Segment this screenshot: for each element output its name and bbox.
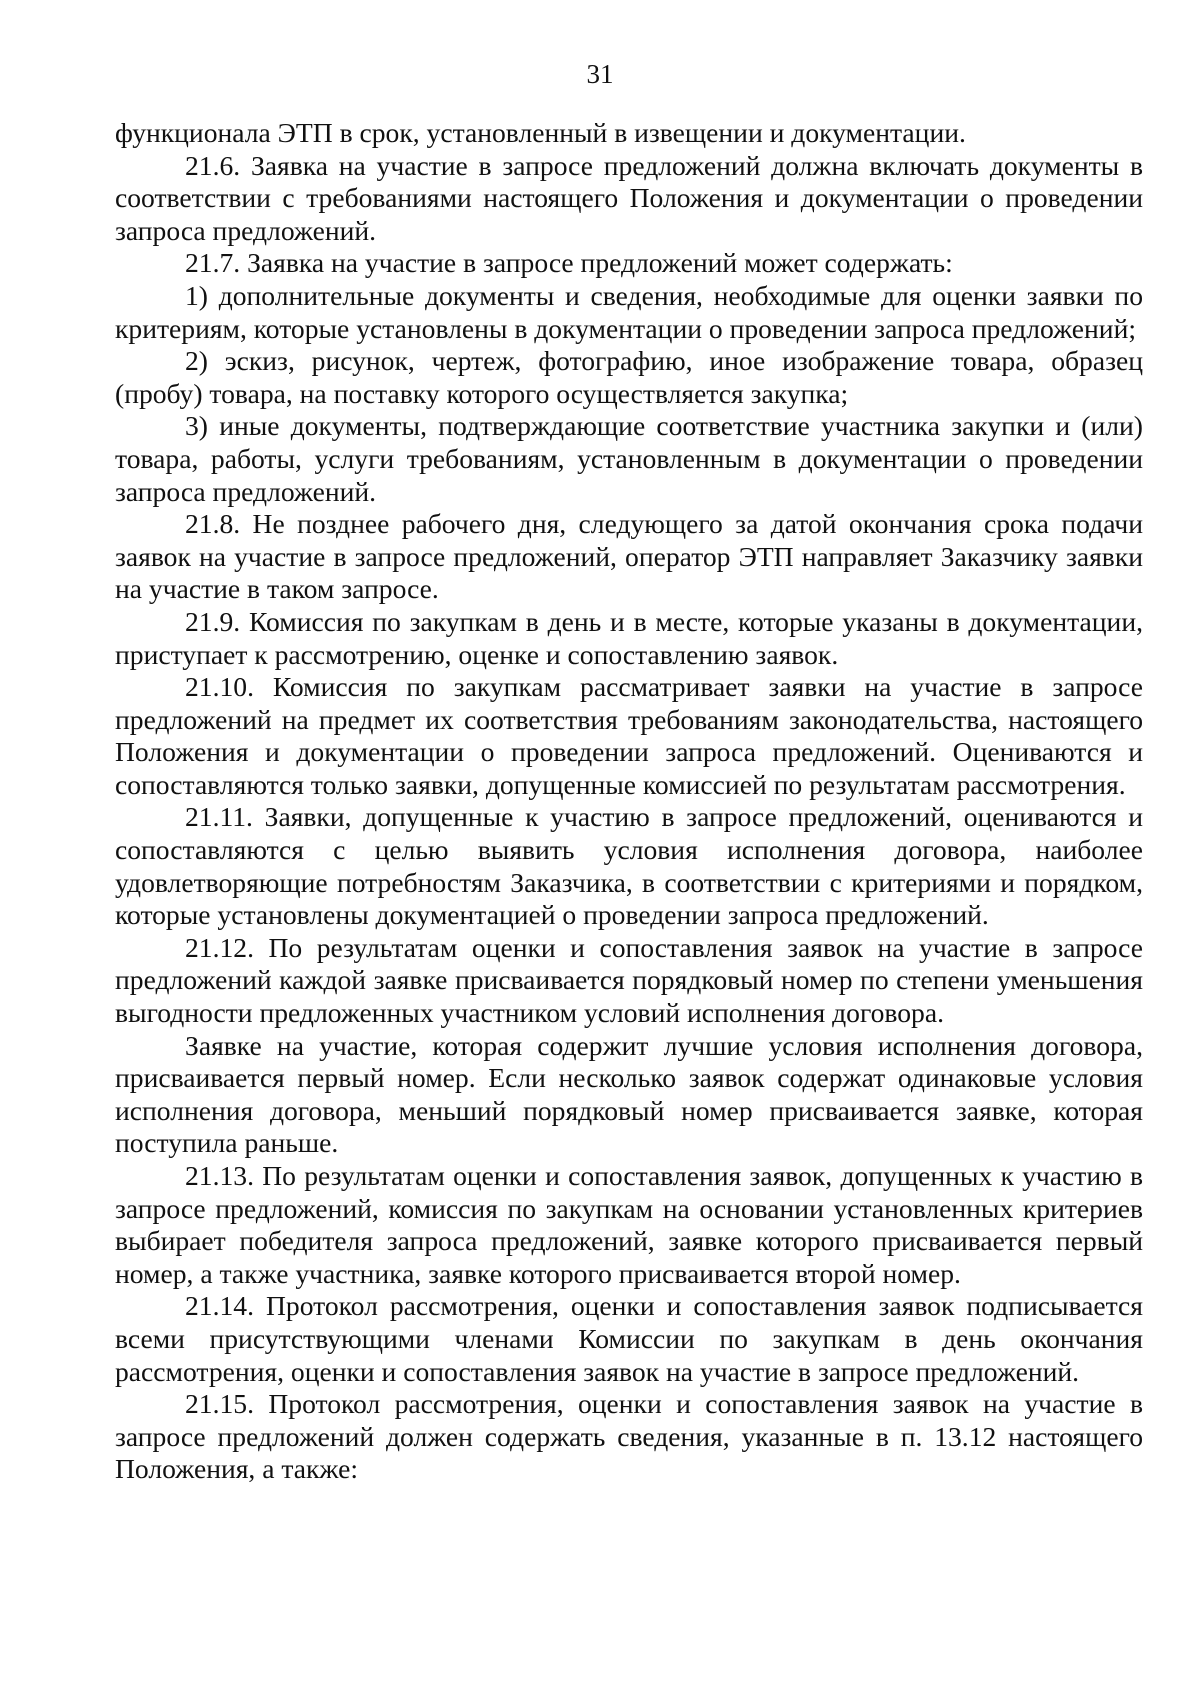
paragraph-21-11: 21.11. Заявки, допущенные к участию в запросе предложений, оцениваются и сопоставляются с целью выявить условия исполнения договора, наиболее удовлетворяющие потребностям Заказчика, в соответствии с критериями и порядком, которые установлены документацией о проведении запроса предложений. [115, 801, 1143, 931]
paragraph-21-12: 21.12. По результатам оценки и сопоставления заявок на участие в запросе предложений каждой заявке присваивается порядковый номер по степени уменьшения выгодности предложенных участником условий исполнения договора. [115, 931, 1143, 1029]
paragraph-21-7: 21.7. Заявка на участие в запросе предложений может содержать: [185, 247, 953, 279]
document-body [115, 117, 1143, 1486]
list-item-3: 3) иные документы, подтверждающие соответствие участника закупки и (или) товара, работы, услуги требованиям, установленным в документации о проведении запроса предложений. [115, 410, 1143, 507]
paragraph-continuation: функционала ЭТП в срок, установленный в извещении и документации. [115, 117, 966, 148]
paragraph-21-9: 21.9. Комиссия по закупкам в день и в месте, которые указаны в документации, приступает к рассмотрению, оценке и сопоставлению заявок. [115, 605, 1143, 670]
list-item-2: 2) эскиз, рисунок, чертеж, фотографию, иное изображение товара, образец (пробу) товара, на поставку которого осуществляется закупка; [115, 345, 1143, 409]
paragraph-21-10: 21.10. Комиссия по закупкам рассматривает заявки на участие в запросе предложений на предмет их соответствия требованиям законодательства, настоящего Положения и документации о проведении запроса предложений. Оцениваются и сопоставляются только заявки, допущенные комиссией по результатам рассмотрения. [115, 671, 1143, 800]
paragraph-21-6: 21.6. Заявка на участие в запросе предложений должна включать документы в соответствии с требованиями настоящего Положения и документации о проведении запроса предложений. [115, 149, 1143, 246]
page-number: 31 [586, 59, 614, 89]
paragraph-21-8: 21.8. Не позднее рабочего дня, следующего за датой окончания срока подачи заявок на участие в запросе предложений, оператор ЭТП направляет Заказчику заявки на участие в таком запросе. [115, 508, 1143, 605]
paragraph-21-14: 21.14. Протокол рассмотрения, оценки и сопоставления заявок подписывается всеми присутствующими членами Комиссии по закупкам в день окончания рассмотрения, оценки и сопоставления заявок на участие в запросе предложений. [115, 1290, 1143, 1387]
paragraph-21-13: 21.13. По результатам оценки и сопоставления заявок, допущенных к участию в запросе предложений, комиссия по закупкам на основании установленных критериев выбирает победителя запроса предложений, заявке которого присваивается первый номер, а также участника, заявке которого присваивается второй номер. [115, 1160, 1143, 1289]
paragraph-21-12-cont: Заявке на участие, которая содержит лучшие условия исполнения договора, присваивается первый номер. Если несколько заявок содержат одинаковые условия исполнения договора, меньший порядковый номер присваивается заявке, которая поступила раньше. [115, 1029, 1143, 1159]
list-item-1: 1) дополнительные документы и сведения, необходимые для оценки заявки по критериям, которые установлены в документации о проведении запроса предложений; [115, 279, 1143, 344]
paragraph-21-15: 21.15. Протокол рассмотрения, оценки и сопоставления заявок на участие в запросе предложений должен содержать сведения, указанные в п. 13.12 настоящего Положения, а также: [115, 1388, 1143, 1485]
